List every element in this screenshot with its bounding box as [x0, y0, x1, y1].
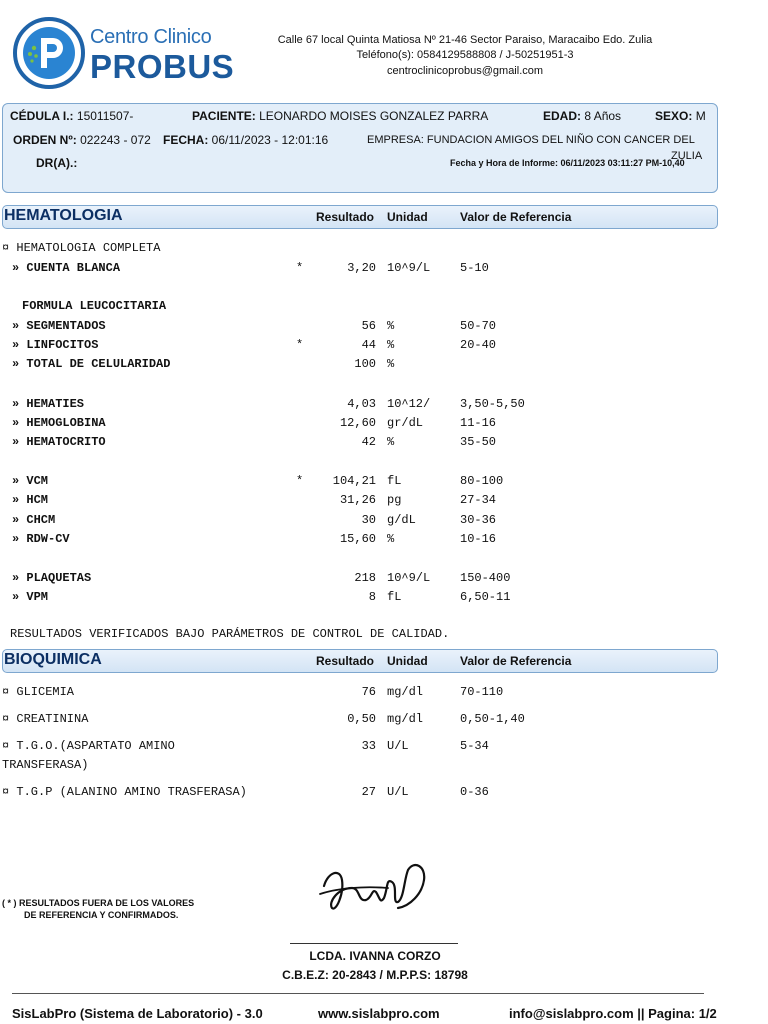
test-name: » CHCM — [12, 513, 56, 527]
clinic-email: centroclinicoprobus@gmail.com — [386, 65, 544, 77]
test-reference: 80-100 — [460, 474, 504, 488]
test-name: ¤ T.G.P (ALANINO AMINO TRASFERASA) — [2, 785, 247, 799]
test-name: ¤ GLICEMIA — [2, 685, 75, 699]
test-unit: U/L — [387, 739, 409, 753]
test-value: 30 — [361, 513, 376, 527]
test-name: » PLAQUETAS — [12, 571, 92, 585]
abnormal-flag: * — [296, 474, 304, 488]
test-value: 31,26 — [339, 493, 376, 507]
signer-name: LCDA. IVANNA CORZO — [309, 949, 441, 963]
test-name: » TOTAL DE CELULARIDAD — [12, 357, 171, 371]
signer-credentials: C.B.E.Z: 20-2843 / M.P.P.S: 18798 — [282, 968, 468, 982]
test-unit: 10^9/L — [387, 261, 431, 275]
test-reference: 50-70 — [460, 319, 497, 333]
test-unit: mg/dl — [387, 685, 424, 699]
test-name: » HEMATOCRITO — [12, 435, 106, 449]
software-name: SisLabPro (Sistema de Laboratorio) - 3.0 — [12, 1006, 263, 1021]
test-unit: % — [387, 338, 395, 352]
test-value: 44 — [361, 338, 376, 352]
test-value: 12,60 — [339, 416, 376, 430]
test-name: » HEMATIES — [12, 397, 85, 411]
abnormal-flag: * — [296, 261, 304, 275]
col-referencia: Valor de Referencia — [460, 210, 572, 224]
test-reference: 11-16 — [460, 416, 497, 430]
out-of-range-note: ( * ) RESULTADOS FUERA DE LOS VALORES DE REFERENCIA Y CONFIRMADOS. — [2, 898, 195, 920]
clinic-address: Calle 67 local Quinta Matiosa Nº 21-46 Sector Paraiso, Maracaibo Edo. Zulia — [277, 34, 653, 46]
test-value: 27 — [361, 785, 376, 799]
clinic-phones: Teléfono(s): 0584129588808 / J-50251951-3 — [356, 49, 574, 61]
test-unit: % — [387, 532, 395, 546]
col-resultado-2: Resultado — [316, 654, 375, 668]
test-reference: 0,50-1,40 — [460, 712, 525, 726]
test-value: 56 — [361, 319, 376, 333]
test-unit: U/L — [387, 785, 409, 799]
formula-leucocitaria-subgroup: FORMULA LEUCOCITARIA — [22, 299, 167, 313]
verified-statement: RESULTADOS VERIFICADOS BAJO PARÁMETROS DE CONTROL DE CALIDAD. — [10, 627, 450, 641]
test-name: ¤ T.G.O.(ASPARTATO AMINO — [2, 739, 175, 753]
test-unit: g/dL — [387, 513, 416, 527]
test-reference: 70-110 — [460, 685, 504, 699]
test-value: 4,03 — [347, 397, 376, 411]
test-name: » SEGMENTADOS — [12, 319, 106, 333]
signature — [318, 858, 430, 924]
hematologia-group: ¤ HEMATOLOGIA COMPLETA — [2, 241, 161, 255]
test-name: » RDW-CV — [12, 532, 70, 546]
test-reference: 5-10 — [460, 261, 489, 275]
clinic-logo — [12, 16, 86, 90]
col-referencia-2: Valor de Referencia — [460, 654, 572, 668]
logo-text-main: PROBUS — [90, 48, 235, 85]
test-name: » VPM — [12, 590, 49, 604]
test-reference: 6,50-11 — [460, 590, 511, 604]
test-name: » HEMOGLOBINA — [12, 416, 106, 430]
test-name: ¤ CREATININA — [2, 712, 89, 726]
test-unit: pg — [387, 493, 402, 507]
test-reference: 27-34 — [460, 493, 497, 507]
report-datetime: Fecha y Hora de Informe: 06/11/2023 03:11:27 PM-10,40 — [450, 158, 685, 168]
age-field: EDAD: 8 Años — [543, 109, 622, 123]
col-unidad-2: Unidad — [387, 654, 428, 668]
doctor-field: DR(A).: — [36, 156, 78, 170]
test-unit: % — [387, 357, 395, 371]
test-value: 42 — [361, 435, 376, 449]
sex-field: SEXO: M — [655, 109, 706, 123]
test-name: » VCM — [12, 474, 49, 488]
date-field: FECHA: 06/11/2023 - 12:01:16 — [163, 133, 329, 147]
test-unit: % — [387, 319, 395, 333]
test-reference: 5-34 — [460, 739, 489, 753]
abnormal-flag: * — [296, 338, 304, 352]
test-value: 76 — [361, 685, 376, 699]
footer-divider — [12, 993, 704, 994]
test-value: 104,21 — [332, 474, 376, 488]
test-unit: 10^12/ — [387, 397, 431, 411]
test-value: 8 — [368, 590, 376, 604]
hematologia-title: HEMATOLOGIA — [4, 207, 123, 224]
test-reference: 35-50 — [460, 435, 497, 449]
test-reference: 150-400 — [460, 571, 511, 585]
test-name-cont: TRANSFERASA) — [2, 758, 89, 772]
bioquimica-title: BIOQUIMICA — [4, 651, 102, 668]
test-value: 33 — [361, 739, 376, 753]
test-reference: 0-36 — [460, 785, 489, 799]
signature-line — [290, 943, 458, 944]
company-field: EMPRESA: FUNDACION AMIGOS DEL NIÑO CON CANCER DEL — [367, 134, 695, 146]
patient-name-field: PACIENTE: LEONARDO MOISES GONZALEZ PARRA — [192, 109, 489, 123]
cedula-field: CÉDULA I.: 15011507- — [10, 109, 134, 123]
test-value: 3,20 — [347, 261, 376, 275]
test-name: » LINFOCITOS — [12, 338, 99, 352]
col-resultado: Resultado — [316, 210, 375, 224]
logo-text-top: Centro Clinico — [90, 26, 212, 48]
test-value: 100 — [354, 357, 376, 371]
col-unidad: Unidad — [387, 210, 428, 224]
test-unit: 10^9/L — [387, 571, 431, 585]
test-unit: % — [387, 435, 395, 449]
test-reference: 30-36 — [460, 513, 497, 527]
contact-and-page: info@sislabpro.com || Pagina: 1/2 — [509, 1006, 717, 1021]
test-unit: mg/dl — [387, 712, 424, 726]
test-value: 218 — [354, 571, 376, 585]
test-name: » HCM — [12, 493, 49, 507]
test-name: » CUENTA BLANCA — [12, 261, 121, 275]
test-value: 0,50 — [347, 712, 376, 726]
company-field-cont: ZULIA — [671, 150, 703, 162]
test-reference: 3,50-5,50 — [460, 397, 525, 411]
test-unit: gr/dL — [387, 416, 424, 430]
test-reference: 20-40 — [460, 338, 497, 352]
test-value: 15,60 — [339, 532, 376, 546]
order-field: ORDEN Nº: 022243 - 072 — [13, 133, 151, 147]
test-unit: fL — [387, 474, 402, 488]
test-reference: 10-16 — [460, 532, 497, 546]
software-website: www.sislabpro.com — [318, 1006, 440, 1021]
test-unit: fL — [387, 590, 402, 604]
